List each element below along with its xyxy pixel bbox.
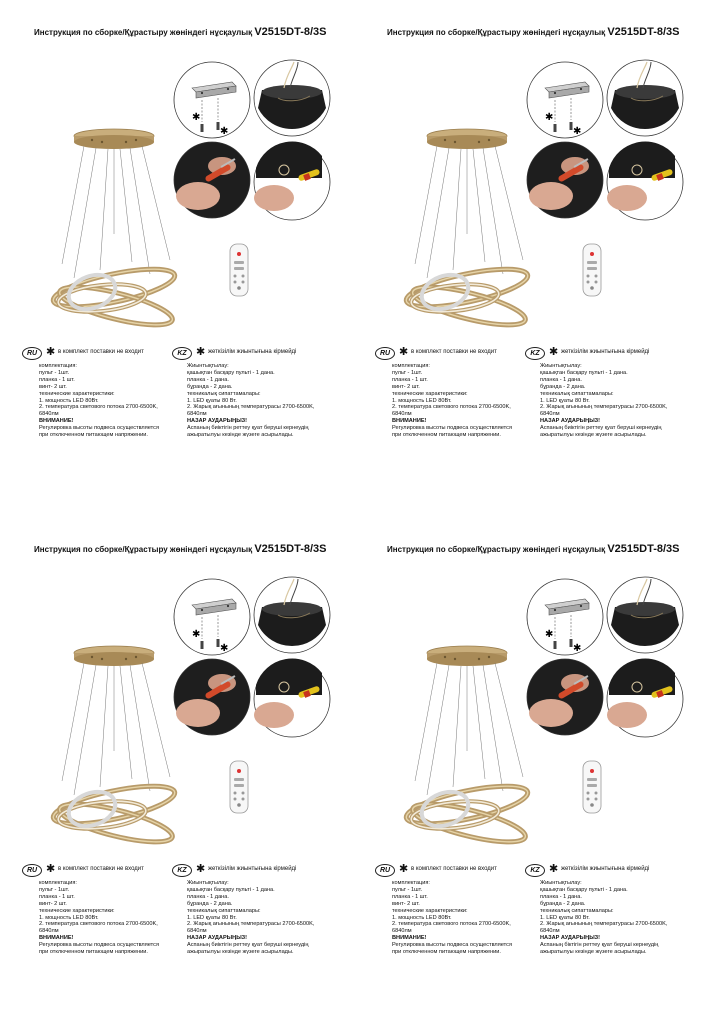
spec-line: при отключенном питающем напряжении. bbox=[392, 949, 501, 956]
step-ceiling-wiring bbox=[254, 60, 330, 136]
language-row bbox=[375, 347, 715, 361]
instruction-panel-3 bbox=[22, 535, 362, 1025]
model-number: V2515DT-8/3S bbox=[607, 543, 680, 555]
remote-control-icon bbox=[583, 244, 601, 296]
kz-language-badge: KZ bbox=[525, 864, 545, 877]
spec-line: техникалық сипаттамалары: bbox=[540, 390, 614, 397]
spec-line: пульт - 1шт. bbox=[392, 886, 423, 893]
star-icon: ✱ bbox=[46, 346, 56, 358]
spec-line: планка - 1 дана. bbox=[187, 376, 229, 383]
language-row bbox=[375, 864, 715, 878]
star-icon: ✱ bbox=[549, 863, 559, 875]
ru-language-badge: RU bbox=[375, 864, 395, 877]
model-number: V2515DT-8/3S bbox=[254, 26, 327, 38]
spec-line: ВНИМАНИЕ! bbox=[392, 935, 427, 942]
ru-language-badge: RU bbox=[375, 347, 395, 360]
spec-line: 1. мощность LED 80Вт. bbox=[39, 914, 99, 921]
spec-line: бұранда - 2 дана. bbox=[540, 900, 586, 907]
spec-line: винт- 2 шт. bbox=[39, 900, 67, 907]
instruction-title bbox=[387, 26, 680, 38]
model-number: V2515DT-8/3S bbox=[254, 543, 327, 555]
spec-line: 6840лм bbox=[39, 411, 59, 418]
spec-line: 1. LED қуаты 80 Вт. bbox=[540, 914, 590, 921]
chandelier-illustration bbox=[22, 565, 362, 865]
chandelier-rings bbox=[50, 778, 177, 849]
spec-line: ажыратылуы кезінде жүзеге асырылады. bbox=[187, 949, 294, 956]
kz-specifications bbox=[187, 880, 357, 956]
spec-line: 2. Жарық ағынының температурасы 2700-6500K, bbox=[540, 404, 668, 411]
spec-line: ВНИМАНИЕ! bbox=[392, 418, 427, 425]
step-screwdriver bbox=[174, 142, 250, 218]
spec-line: технические характеристики: bbox=[39, 907, 115, 914]
spec-line: винт- 2 шт. bbox=[39, 383, 67, 390]
suspension-cables bbox=[415, 663, 523, 795]
spec-line: ВНИМАНИЕ! bbox=[39, 935, 74, 942]
spec-line: Регулировка высоты подвеса осуществляется bbox=[39, 425, 159, 432]
step-star-mark: ✱ bbox=[545, 629, 554, 640]
step-screwdriver bbox=[527, 659, 603, 735]
ru-specifications bbox=[39, 880, 189, 956]
ru-language-badge: RU bbox=[22, 864, 42, 877]
instruction-panel-2 bbox=[375, 18, 715, 508]
kz-not-included-note: жеткізілім жиынтығына кірмейді bbox=[561, 349, 650, 355]
spec-line: ажыратылуы кезінде жүзеге асырылады. bbox=[540, 949, 647, 956]
spec-line: бұранда - 2 дана. bbox=[187, 383, 233, 390]
step-ceiling-wiring bbox=[607, 60, 683, 136]
spec-line: Регулировка высоты подвеса осуществляется bbox=[392, 942, 512, 949]
spec-line: Аспаның биіктігін реттеу қуат беруші кернеудің bbox=[540, 425, 662, 432]
spec-line: 2. Жарық ағынының температурасы 2700-6500K, bbox=[187, 404, 315, 411]
spec-line: комплектация: bbox=[392, 363, 430, 369]
ru-specifications bbox=[392, 363, 542, 439]
spec-line: 2. температура светового потока 2700-6500K, bbox=[392, 404, 511, 411]
ru-specifications bbox=[392, 880, 542, 956]
spec-line: қашықтан басқару пульті - 1 дана. bbox=[540, 369, 628, 376]
ru-not-included-note: в комплект поставки не входит bbox=[411, 866, 497, 872]
step-mounting-bracket bbox=[527, 62, 603, 138]
chandelier-rings bbox=[403, 261, 530, 332]
spec-line: планка - 1 дана. bbox=[540, 893, 582, 900]
instruction-title bbox=[34, 543, 327, 555]
spec-line: НАЗАР АУДАРЫҢЫЗ! bbox=[187, 935, 248, 942]
spec-line: қашықтан басқару пульті - 1 дана. bbox=[187, 886, 275, 893]
step-fix-canopy bbox=[607, 659, 683, 737]
title-text: Инструкция по сборке/Құрастыру жөніндегі нұсқаулық bbox=[387, 545, 606, 554]
spec-line: Регулировка высоты подвеса осуществляется bbox=[392, 425, 512, 432]
title-text: Инструкция по сборке/Құрастыру жөніндегі нұсқаулық bbox=[34, 545, 253, 554]
spec-line: планка - 1 шт. bbox=[39, 893, 75, 900]
spec-line: 1. мощность LED 80Вт. bbox=[39, 397, 99, 404]
spec-line: планка - 1 дана. bbox=[187, 893, 229, 900]
remote-control-icon bbox=[230, 761, 248, 813]
spec-line: 1. мощность LED 80Вт. bbox=[392, 914, 452, 921]
spec-line: техникалық сипаттамалары: bbox=[540, 907, 614, 914]
spec-line: НАЗАР АУДАРЫҢЫЗ! bbox=[187, 418, 248, 425]
spec-line: Регулировка высоты подвеса осуществляется bbox=[39, 942, 159, 949]
step-star-mark: ✱ bbox=[573, 126, 582, 137]
spec-line: комплектация: bbox=[392, 880, 430, 886]
suspension-cables bbox=[62, 146, 170, 278]
spec-line: планка - 1 шт. bbox=[392, 376, 428, 383]
spec-line: техникалық сипаттамалары: bbox=[187, 907, 261, 914]
kz-language-badge: KZ bbox=[172, 347, 192, 360]
spec-line: пульт - 1шт. bbox=[39, 369, 70, 376]
spec-line: планка - 1 шт. bbox=[392, 893, 428, 900]
kz-not-included-note: жеткізілім жиынтығына кірмейді bbox=[208, 349, 297, 355]
spec-line: 1. мощность LED 80Вт. bbox=[392, 397, 452, 404]
spec-line: планка - 1 шт. bbox=[39, 376, 75, 383]
spec-line: Жиынтықтылау: bbox=[187, 363, 229, 369]
spec-line: 6840лм bbox=[392, 411, 412, 418]
kz-specifications bbox=[540, 880, 710, 956]
step-star-mark: ✱ bbox=[220, 643, 229, 654]
title-text: Инструкция по сборке/Құрастыру жөніндегі нұсқаулық bbox=[34, 28, 253, 37]
star-icon: ✱ bbox=[196, 346, 206, 358]
spec-line: Жиынтықтылау: bbox=[540, 880, 582, 886]
step-ceiling-wiring bbox=[607, 577, 683, 653]
spec-line: 6840лм bbox=[540, 411, 560, 418]
chandelier-rings bbox=[403, 778, 530, 849]
spec-line: планка - 1 дана. bbox=[540, 376, 582, 383]
star-icon: ✱ bbox=[549, 346, 559, 358]
step-mounting-bracket bbox=[527, 579, 603, 655]
spec-line: Аспаның біктігін реттеу қуат беруші кернеудің bbox=[540, 942, 659, 949]
spec-line: қашықтан басқару пульті - 1 дана. bbox=[187, 369, 275, 376]
ru-not-included-note: в комплект поставки не входит bbox=[58, 866, 144, 872]
step-fix-canopy bbox=[254, 659, 330, 737]
spec-line: 2. Жарық ағынының температурасы 2700-6500K, bbox=[187, 921, 315, 928]
spec-line: НАЗАР АУДАРЫҢЫЗ! bbox=[540, 935, 601, 942]
spec-line: Аспаның биіктігін реттеу қуат беруші кернеудің bbox=[187, 942, 309, 949]
instruction-panel-1 bbox=[22, 18, 362, 508]
star-icon: ✱ bbox=[196, 863, 206, 875]
spec-line: пульт - 1шт. bbox=[39, 886, 70, 893]
spec-line: Жиынтықтылау: bbox=[187, 880, 229, 886]
instruction-title bbox=[34, 26, 327, 38]
spec-line: Жиынтықтылау: bbox=[540, 363, 582, 369]
step-fix-canopy bbox=[254, 142, 330, 220]
spec-line: 2. Жарық ағынының температурасы 2700-6500K, bbox=[540, 921, 668, 928]
step-ceiling-wiring bbox=[254, 577, 330, 653]
language-row bbox=[22, 347, 362, 361]
step-fix-canopy bbox=[607, 142, 683, 220]
star-icon: ✱ bbox=[399, 346, 409, 358]
ru-not-included-note: в комплект поставки не входит bbox=[411, 349, 497, 355]
spec-line: 6840лм bbox=[39, 928, 59, 935]
spec-line: при отключенном питающем напряжении. bbox=[39, 949, 148, 956]
spec-line: 6840лм bbox=[540, 928, 560, 935]
kz-not-included-note: жеткізілім жиынтығына кірмейді bbox=[561, 866, 650, 872]
title-text: Инструкция по сборке/Құрастыру жөніндегі нұсқаулық bbox=[387, 28, 606, 37]
spec-line: технические характеристики: bbox=[392, 390, 468, 397]
instruction-title bbox=[387, 543, 680, 555]
spec-line: НАЗАР АУДАРЫҢЫЗ! bbox=[540, 418, 601, 425]
spec-line: комплектация: bbox=[39, 880, 77, 886]
spec-line: 2. температура светового потока 2700-6500K, bbox=[39, 921, 158, 928]
spec-line: ажыратылуы кезінде жүзеге асырылады. bbox=[187, 432, 294, 439]
ru-language-badge: RU bbox=[22, 347, 42, 360]
chandelier-rings bbox=[50, 261, 177, 332]
spec-line: ВНИМАНИЕ! bbox=[39, 418, 74, 425]
step-star-mark: ✱ bbox=[192, 112, 201, 123]
spec-line: технические характеристики: bbox=[39, 390, 115, 397]
step-mounting-bracket bbox=[174, 579, 250, 655]
spec-line: технические характеристики: bbox=[392, 907, 468, 914]
chandelier-illustration bbox=[375, 48, 715, 348]
instruction-panel-4 bbox=[375, 535, 715, 1025]
ru-specifications bbox=[39, 363, 189, 439]
chandelier-illustration bbox=[375, 565, 715, 865]
spec-line: 1. LED қуаты 80 Вт. bbox=[187, 914, 237, 921]
spec-line: пульт - 1шт. bbox=[392, 369, 423, 376]
kz-language-badge: KZ bbox=[172, 864, 192, 877]
suspension-cables bbox=[415, 146, 523, 278]
spec-line: 2. температура светового потока 2700-6500K, bbox=[392, 921, 511, 928]
spec-line: винт- 2 шт. bbox=[392, 383, 420, 390]
step-star-mark: ✱ bbox=[220, 126, 229, 137]
spec-line: 2. температура светового потока 2700-6500K, bbox=[39, 404, 158, 411]
kz-language-badge: KZ bbox=[525, 347, 545, 360]
spec-line: 1. LED қуаты 80 Вт. bbox=[187, 397, 237, 404]
star-icon: ✱ bbox=[399, 863, 409, 875]
spec-line: қашықтан басқару пульті - 1 дана. bbox=[540, 886, 628, 893]
ru-not-included-note: в комплект поставки не входит bbox=[58, 349, 144, 355]
spec-line: Аспаның биіктігін реттеу қуат беруші кернеудің bbox=[187, 425, 309, 432]
spec-line: бұранда - 2 дана. bbox=[540, 383, 586, 390]
step-star-mark: ✱ bbox=[192, 629, 201, 640]
spec-line: 6840лм bbox=[187, 928, 207, 935]
star-icon: ✱ bbox=[46, 863, 56, 875]
step-star-mark: ✱ bbox=[573, 643, 582, 654]
kz-specifications bbox=[187, 363, 357, 439]
spec-line: ажыратылуы кезінде жүзеге асырылады. bbox=[540, 432, 647, 439]
spec-line: бұранда - 2 дана. bbox=[187, 900, 233, 907]
step-star-mark: ✱ bbox=[545, 112, 554, 123]
spec-line: техникалық сипаттамалары: bbox=[187, 390, 261, 397]
spec-line: 6840лм bbox=[392, 928, 412, 935]
spec-line: при отключенном питающем напряжении. bbox=[39, 432, 148, 439]
spec-line: комплектация: bbox=[39, 363, 77, 369]
model-number: V2515DT-8/3S bbox=[607, 26, 680, 38]
spec-line: 1. LED қуаты 80 Вт. bbox=[540, 397, 590, 404]
remote-control-icon bbox=[230, 244, 248, 296]
step-screwdriver bbox=[174, 659, 250, 735]
spec-line: при отключенном питающем напряжении. bbox=[392, 432, 501, 439]
spec-line: винт- 2 шт. bbox=[392, 900, 420, 907]
kz-specifications bbox=[540, 363, 710, 439]
step-mounting-bracket bbox=[174, 62, 250, 138]
spec-line: 6840лм bbox=[187, 411, 207, 418]
suspension-cables bbox=[62, 663, 170, 795]
language-row bbox=[22, 864, 362, 878]
chandelier-illustration bbox=[22, 48, 362, 348]
remote-control-icon bbox=[583, 761, 601, 813]
step-screwdriver bbox=[527, 142, 603, 218]
kz-not-included-note: жеткізілім жиынтығына кірмейді bbox=[208, 866, 297, 872]
